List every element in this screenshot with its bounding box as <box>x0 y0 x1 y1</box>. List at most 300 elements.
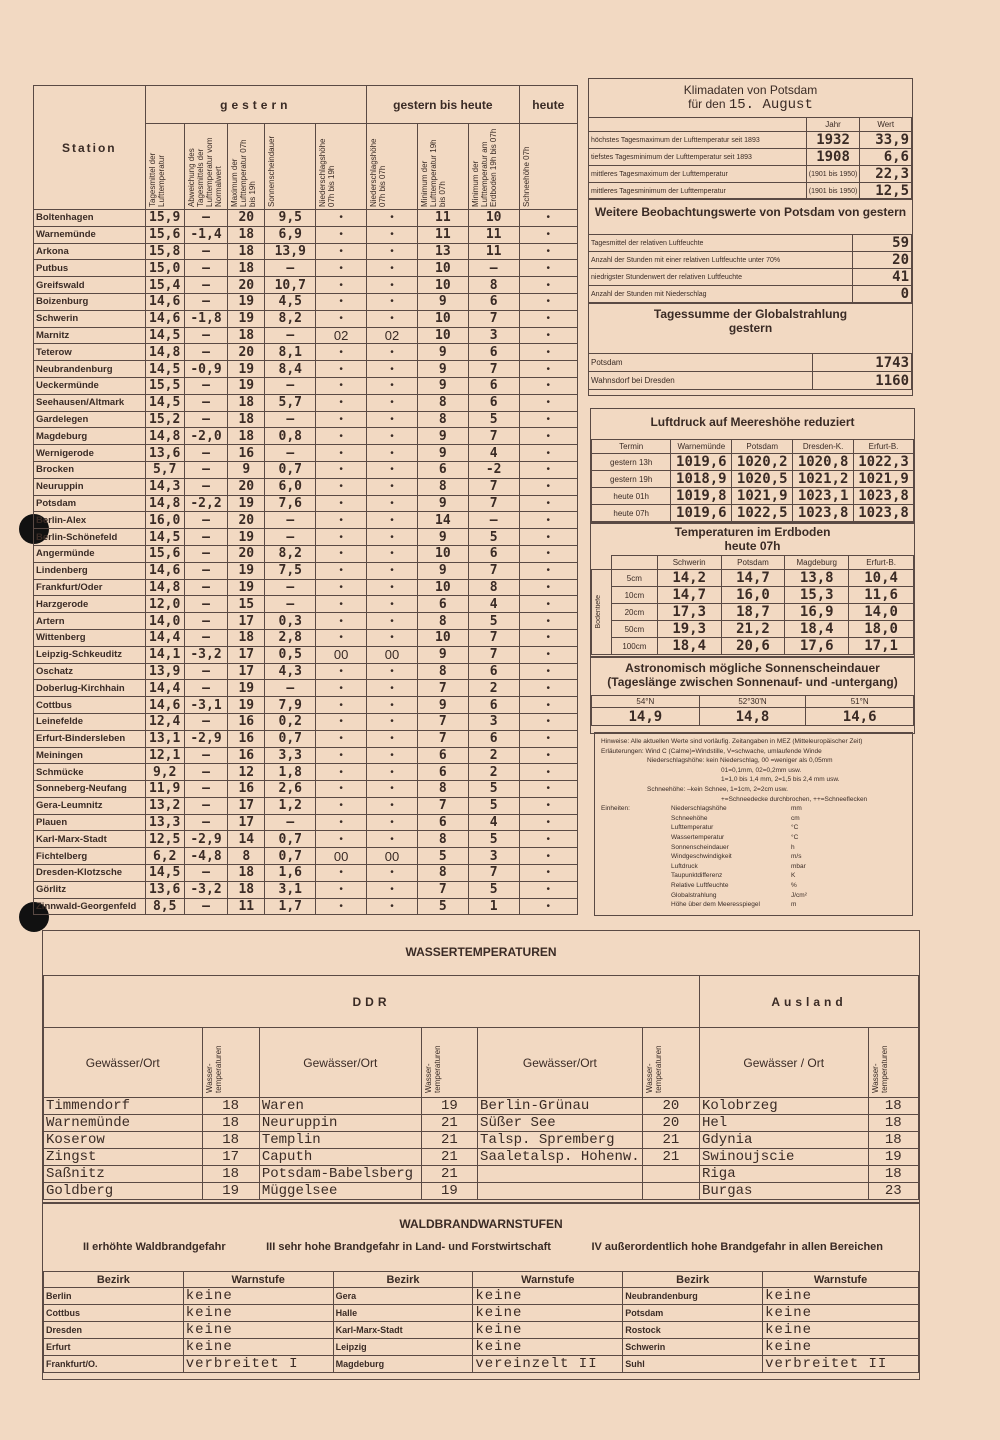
station-value: • <box>367 478 418 495</box>
station-value: 5 <box>468 881 519 898</box>
erdboden-depth: 20cm <box>611 604 657 621</box>
station-row <box>34 545 578 562</box>
station-value: 10 <box>417 277 468 294</box>
wasser-temp: 20 <box>642 1115 699 1132</box>
station-value: • <box>316 730 367 747</box>
station-value: 10 <box>417 579 468 596</box>
station-value: • <box>367 377 418 394</box>
station-value: • <box>316 881 367 898</box>
station-value: 5 <box>468 529 519 546</box>
astro-lat: 52°30'N <box>699 696 806 708</box>
wasser-ort <box>478 1166 643 1183</box>
station-value: • <box>367 831 418 848</box>
station-value: • <box>316 713 367 730</box>
station-value: 0,7 <box>265 461 316 478</box>
station-row <box>34 831 578 848</box>
station-value: 13,9 <box>265 243 316 260</box>
station-value: -2,9 <box>184 730 227 747</box>
unit-row <box>671 823 906 833</box>
station-value: • <box>316 260 367 277</box>
wasser-col-temp-3: Wasser-temperaturen <box>644 1044 663 1093</box>
wasser-ort <box>478 1183 643 1200</box>
klima-col-wert: Wert <box>860 118 912 132</box>
station-name: Berlin-Alex <box>34 512 146 529</box>
station-value: • <box>519 781 577 798</box>
wasser-box <box>42 930 920 1204</box>
luftdruck-termin: gestern 19h <box>592 471 671 488</box>
wald-bezirk: Rostock <box>623 1322 763 1339</box>
station-value: 0,8 <box>265 428 316 445</box>
station-name: Lindenberg <box>34 562 146 579</box>
unit-symbol: °C <box>791 824 799 832</box>
station-value: – <box>184 411 227 428</box>
klima-row <box>589 149 912 166</box>
wasser-ort: Saaletalsp. Hohenw. <box>478 1149 643 1166</box>
col-niederschlag1-header: Niederschlagshöhe 07h bis 19h <box>318 138 337 207</box>
station-name: Schwerin <box>34 310 146 327</box>
station-value: • <box>519 881 577 898</box>
luftdruck-value: 1019,8 <box>671 488 732 505</box>
station-value: • <box>519 445 577 462</box>
hinweise-line6: Schneehöhe: –kein Schnee, 1=1cm, 2=2cm usw. <box>647 785 788 793</box>
erdboden-value: 21,2 <box>721 621 785 638</box>
wald-stufe4: IV außerordentlich hohe Brandgefahr in allen Bereichen <box>591 1241 883 1253</box>
station-value: • <box>316 344 367 361</box>
gestern-header: gestern <box>145 86 366 124</box>
station-name: Teterow <box>34 344 146 361</box>
station-value: • <box>519 898 577 915</box>
erdboden-depth: 100cm <box>611 638 657 655</box>
station-value: 11 <box>228 898 265 915</box>
station-row <box>34 865 578 882</box>
erdboden-value: 18,4 <box>657 638 721 655</box>
klima-jahr: (1901 bis 1950) <box>806 183 860 200</box>
station-value: 2,8 <box>265 629 316 646</box>
station-name: Zinnwald-Georgenfeld <box>34 898 146 915</box>
station-value: 20 <box>228 512 265 529</box>
station-value: 10 <box>417 629 468 646</box>
wald-warnstufe: keine <box>473 1305 623 1322</box>
station-value: 11 <box>417 226 468 243</box>
station-value: – <box>265 260 316 277</box>
station-value: • <box>519 730 577 747</box>
station-value: 6 <box>417 747 468 764</box>
station-value: 8 <box>417 663 468 680</box>
station-value: 7 <box>417 881 468 898</box>
wald-bezirk: Karl-Marx-Stadt <box>333 1322 473 1339</box>
wasser-temp: 23 <box>868 1183 919 1200</box>
station-row <box>34 243 578 260</box>
station-row <box>34 461 578 478</box>
wasser-temp <box>642 1166 699 1183</box>
station-value: • <box>367 613 418 630</box>
station-name: Karl-Marx-Stadt <box>34 831 146 848</box>
wasser-col-ort-4: Gewässer / Ort <box>700 1028 869 1098</box>
station-row <box>34 579 578 596</box>
col-tagesmittel-header: Tagesmittel der Lufttemperatur <box>147 152 166 207</box>
station-value: • <box>316 747 367 764</box>
wasser-temp <box>642 1183 699 1200</box>
luftdruck-value: 1023,8 <box>854 488 914 505</box>
station-value: 7,9 <box>265 697 316 714</box>
wald-bezirk: Magdeburg <box>333 1356 473 1373</box>
astro-table <box>591 695 914 726</box>
unit-name: Höhe über dem Meeresspiegel <box>671 901 760 909</box>
unit-row <box>671 881 906 891</box>
station-value: 5,7 <box>265 394 316 411</box>
station-value: • <box>519 545 577 562</box>
station-value: 9 <box>417 428 468 445</box>
station-value: • <box>367 747 418 764</box>
station-value: 1,7 <box>265 898 316 915</box>
station-value: 18 <box>228 881 265 898</box>
station-value: 15,9 <box>145 210 184 227</box>
station-value: 0,3 <box>265 613 316 630</box>
klima-row <box>589 166 912 183</box>
klima-title: Klimadaten von Potsdam <box>683 83 818 97</box>
wasser-col-temp-2: Wasser-temperaturen <box>423 1044 442 1093</box>
station-value: 6,2 <box>145 848 184 865</box>
station-value: 14,5 <box>145 529 184 546</box>
station-row <box>34 680 578 697</box>
station-value: 14,5 <box>145 361 184 378</box>
station-name: Harzgerode <box>34 596 146 613</box>
station-value: • <box>367 210 418 227</box>
wasser-temp: 20 <box>642 1098 699 1115</box>
station-value: 5 <box>468 781 519 798</box>
col-schnee-header: Schneehöhe 07h <box>521 146 531 207</box>
station-value: 14,6 <box>145 293 184 310</box>
wasser-temp: 19 <box>421 1098 477 1115</box>
station-value: 18 <box>228 226 265 243</box>
station-value: 14,4 <box>145 629 184 646</box>
station-value: • <box>316 663 367 680</box>
klima-label: mittleres Tagesmaximum der Lufttemperatur <box>589 166 806 183</box>
station-value: 14,6 <box>145 310 184 327</box>
station-value: 00 <box>316 646 367 663</box>
klima-title-prefix: für den <box>688 97 726 111</box>
station-value: 19 <box>228 293 265 310</box>
station-value: 11 <box>417 210 468 227</box>
station-value: – <box>184 713 227 730</box>
station-value: – <box>265 596 316 613</box>
station-value: 9 <box>417 361 468 378</box>
wald-warnstufe: vereinzelt II <box>473 1356 623 1373</box>
erdboden-value: 19,3 <box>657 621 721 638</box>
station-row <box>34 310 578 327</box>
luftdruck-value: 1021,2 <box>793 471 854 488</box>
station-value: 7 <box>468 310 519 327</box>
station-value: – <box>184 781 227 798</box>
station-value: 7 <box>468 629 519 646</box>
station-value: – <box>265 579 316 596</box>
erdboden-value: 10,4 <box>849 570 914 587</box>
station-value: 7 <box>468 361 519 378</box>
station-value: • <box>367 814 418 831</box>
station-value: 19 <box>228 377 265 394</box>
astro-value: 14,9 <box>592 708 700 726</box>
wald-bezirk: Dresden <box>44 1322 184 1339</box>
hinweise-line5: 1=1,0 bis 1,4 mm, 2=1,5 bis 2,4 mm usw. <box>721 776 840 784</box>
station-name: Ueckermünde <box>34 377 146 394</box>
wald-warnstufe: keine <box>183 1288 333 1305</box>
wasser-ort: Caputh <box>259 1149 421 1166</box>
unit-name: Niederschlagshöhe <box>671 805 727 813</box>
wasser-ort: Swinoujscie <box>700 1149 869 1166</box>
station-value: 6 <box>468 394 519 411</box>
station-name: Plauen <box>34 814 146 831</box>
klima-col-jahr: Jahr <box>806 118 860 132</box>
station-value: 14,5 <box>145 327 184 344</box>
station-value: 6 <box>417 596 468 613</box>
global-table <box>589 353 912 390</box>
wald-bezirk: Halle <box>333 1305 473 1322</box>
klima-wert: 33,9 <box>860 132 912 149</box>
erdboden-side-label <box>592 570 612 655</box>
station-value: • <box>519 646 577 663</box>
luftdruck-header: Warnemünde <box>671 440 732 454</box>
station-value: 0,5 <box>265 646 316 663</box>
station-name: Boizenburg <box>34 293 146 310</box>
wald-warnstufe: keine <box>473 1339 623 1356</box>
station-name: Erfurt-Bindersleben <box>34 730 146 747</box>
station-row <box>34 226 578 243</box>
unit-row <box>671 900 906 910</box>
wasser-ort: Süßer See <box>478 1115 643 1132</box>
station-value: 8 <box>228 848 265 865</box>
wasser-ort: Neuruppin <box>259 1115 421 1132</box>
station-value: 16,0 <box>145 512 184 529</box>
station-row <box>34 495 578 512</box>
station-value: • <box>519 277 577 294</box>
station-value: 19 <box>228 562 265 579</box>
station-value: • <box>316 461 367 478</box>
wasser-ort: Müggelsee <box>259 1183 421 1200</box>
station-value: • <box>519 377 577 394</box>
station-value: • <box>367 277 418 294</box>
luftdruck-value: 1023,8 <box>793 505 854 522</box>
wald-row <box>44 1305 919 1322</box>
hinweise-line1: Hinweise: Alle aktuellen Werte sind vorläufig. Zeitangaben in MEZ (Mitteleuropäischer Zeit) <box>601 738 863 745</box>
station-value: 9 <box>417 697 468 714</box>
station-value: • <box>519 293 577 310</box>
station-value: 15,8 <box>145 243 184 260</box>
weitere-label: Tagesmittel der relativen Luftfeuchte <box>589 235 853 252</box>
station-value: • <box>519 243 577 260</box>
station-value: – <box>184 747 227 764</box>
station-value: 18 <box>228 629 265 646</box>
erdboden-value: 14,7 <box>657 587 721 604</box>
station-row <box>34 210 578 227</box>
station-value: -2,9 <box>184 831 227 848</box>
wasser-temp: 21 <box>642 1132 699 1149</box>
station-value: – <box>265 327 316 344</box>
station-value: • <box>316 680 367 697</box>
station-value: 13,3 <box>145 814 184 831</box>
station-value: 9 <box>417 562 468 579</box>
station-value: 10 <box>417 310 468 327</box>
station-value: • <box>519 529 577 546</box>
erdboden-value: 18,4 <box>785 621 849 638</box>
station-value: 8,4 <box>265 361 316 378</box>
wald-bezirk: Berlin <box>44 1288 184 1305</box>
station-value: 17 <box>228 646 265 663</box>
klima-jahr: (1901 bis 1950) <box>806 166 860 183</box>
station-value: • <box>367 562 418 579</box>
station-row <box>34 646 578 663</box>
station-value: • <box>316 613 367 630</box>
station-value: 3 <box>468 848 519 865</box>
station-value: 20 <box>228 545 265 562</box>
station-value: 0,2 <box>265 713 316 730</box>
station-value: • <box>519 613 577 630</box>
station-value: • <box>316 210 367 227</box>
wald-warnstufe: keine <box>763 1339 919 1356</box>
station-value: • <box>316 277 367 294</box>
station-value: • <box>367 394 418 411</box>
unit-row <box>671 871 906 881</box>
station-value: • <box>519 562 577 579</box>
station-row <box>34 361 578 378</box>
wald-row <box>44 1322 919 1339</box>
station-name: Arkona <box>34 243 146 260</box>
station-value: 02 <box>367 327 418 344</box>
station-value: 4 <box>468 596 519 613</box>
wald-warnstufe: keine <box>183 1322 333 1339</box>
station-value: 00 <box>367 646 418 663</box>
station-value: • <box>367 226 418 243</box>
station-value: 14 <box>417 512 468 529</box>
station-value: 11 <box>468 226 519 243</box>
unit-name: Schneehöhe <box>671 814 708 822</box>
station-value: • <box>519 697 577 714</box>
wald-bezirk: Gera <box>333 1288 473 1305</box>
station-value: • <box>519 495 577 512</box>
station-name: Wernigerode <box>34 445 146 462</box>
station-value: -0,9 <box>184 361 227 378</box>
global-box <box>588 302 913 396</box>
station-value: • <box>367 428 418 445</box>
wasser-ort: Potsdam-Babelsberg <box>259 1166 421 1183</box>
station-value: 17 <box>228 814 265 831</box>
luftdruck-row <box>592 488 914 505</box>
station-value: 15,6 <box>145 545 184 562</box>
station-name: Gardelegen <box>34 411 146 428</box>
unit-name: Lufttemperatur <box>671 824 714 832</box>
wald-col-warn-3: Warnstufe <box>763 1272 919 1288</box>
weitere-label: Anzahl der Stunden mit Niederschlag <box>589 286 853 303</box>
station-value: 8 <box>417 478 468 495</box>
station-value: 13 <box>417 243 468 260</box>
station-value: • <box>519 310 577 327</box>
erdboden-header: Schwerin <box>657 556 721 570</box>
station-value: • <box>316 411 367 428</box>
erdboden-side-text: Bodentiefe <box>595 595 602 629</box>
wasser-row <box>44 1183 919 1200</box>
station-value: • <box>519 344 577 361</box>
wasser-col-temp-1: Wasser-temperaturen <box>204 1044 223 1093</box>
station-value: • <box>316 226 367 243</box>
station-value: 13,9 <box>145 663 184 680</box>
station-value: – <box>184 260 227 277</box>
station-value: 4,3 <box>265 663 316 680</box>
station-value: 11,9 <box>145 781 184 798</box>
station-row <box>34 747 578 764</box>
station-value: • <box>367 781 418 798</box>
wasser-ort: Templin <box>259 1132 421 1149</box>
wasser-temp: 21 <box>421 1149 477 1166</box>
erdboden-value: 14,0 <box>849 604 914 621</box>
wasser-temp: 18 <box>868 1115 919 1132</box>
erdboden-header: Magdeburg <box>785 556 849 570</box>
luftdruck-row <box>592 454 914 471</box>
global-row <box>589 354 912 372</box>
hinweise-units-label: Einheiten: <box>601 805 630 813</box>
station-value: 7 <box>417 730 468 747</box>
klima-wert: 12,5 <box>860 183 912 200</box>
wasser-temp: 18 <box>868 1166 919 1183</box>
luftdruck-value: 1021,9 <box>854 471 914 488</box>
unit-symbol: % <box>791 881 797 889</box>
station-row <box>34 797 578 814</box>
erdboden-value: 14,2 <box>657 570 721 587</box>
station-value: 18 <box>228 327 265 344</box>
hinweise-line7: +=Schneedecke durchbrochen, ++=Schneeflecken <box>721 795 868 803</box>
station-value: 17 <box>228 797 265 814</box>
col-abweichung-header: Abweichung des Tagesmittels der Lufttemperatur vom Normalwert <box>186 137 223 207</box>
wald-bezirk: Schwerin <box>623 1339 763 1356</box>
station-value: 20 <box>228 344 265 361</box>
astro-lat: 51°N <box>806 696 914 708</box>
station-value: 8 <box>468 579 519 596</box>
station-value: 00 <box>367 848 418 865</box>
wald-bezirk: Potsdam <box>623 1305 763 1322</box>
wasser-ort: Saßnitz <box>44 1166 203 1183</box>
station-value: • <box>367 411 418 428</box>
station-value: • <box>367 545 418 562</box>
wasser-table <box>43 975 919 1200</box>
station-value: 10 <box>417 545 468 562</box>
station-value: 10,7 <box>265 277 316 294</box>
station-value: 10 <box>417 327 468 344</box>
station-value: 18 <box>228 411 265 428</box>
station-row <box>34 327 578 344</box>
wasser-temp: 18 <box>202 1166 259 1183</box>
wasser-temp: 19 <box>421 1183 477 1200</box>
station-value: 4,5 <box>265 293 316 310</box>
station-value: – <box>184 663 227 680</box>
station-value: 17 <box>228 613 265 630</box>
station-value: • <box>316 394 367 411</box>
wasser-col-ort-2: Gewässer/Ort <box>259 1028 421 1098</box>
station-value: -3,2 <box>184 646 227 663</box>
gestern-bis-heute-header: gestern bis heute <box>367 86 520 124</box>
station-value: • <box>519 848 577 865</box>
unit-symbol: mm <box>791 805 802 813</box>
unit-row <box>671 814 906 824</box>
wasser-ort: Berlin-Grünau <box>478 1098 643 1115</box>
station-value: • <box>367 445 418 462</box>
erdboden-row <box>592 621 914 638</box>
station-value: • <box>519 797 577 814</box>
station-value: 8,1 <box>265 344 316 361</box>
station-value: 9 <box>417 646 468 663</box>
station-value: 11 <box>468 243 519 260</box>
weitere-label: niedrigster Stundenwert der relativen Luftfeuchte <box>589 269 853 286</box>
wald-stufe3: III sehr hohe Brandgefahr in Land- und Forstwirtschaft <box>266 1241 551 1253</box>
station-row <box>34 428 578 445</box>
weitere-row <box>589 269 912 286</box>
